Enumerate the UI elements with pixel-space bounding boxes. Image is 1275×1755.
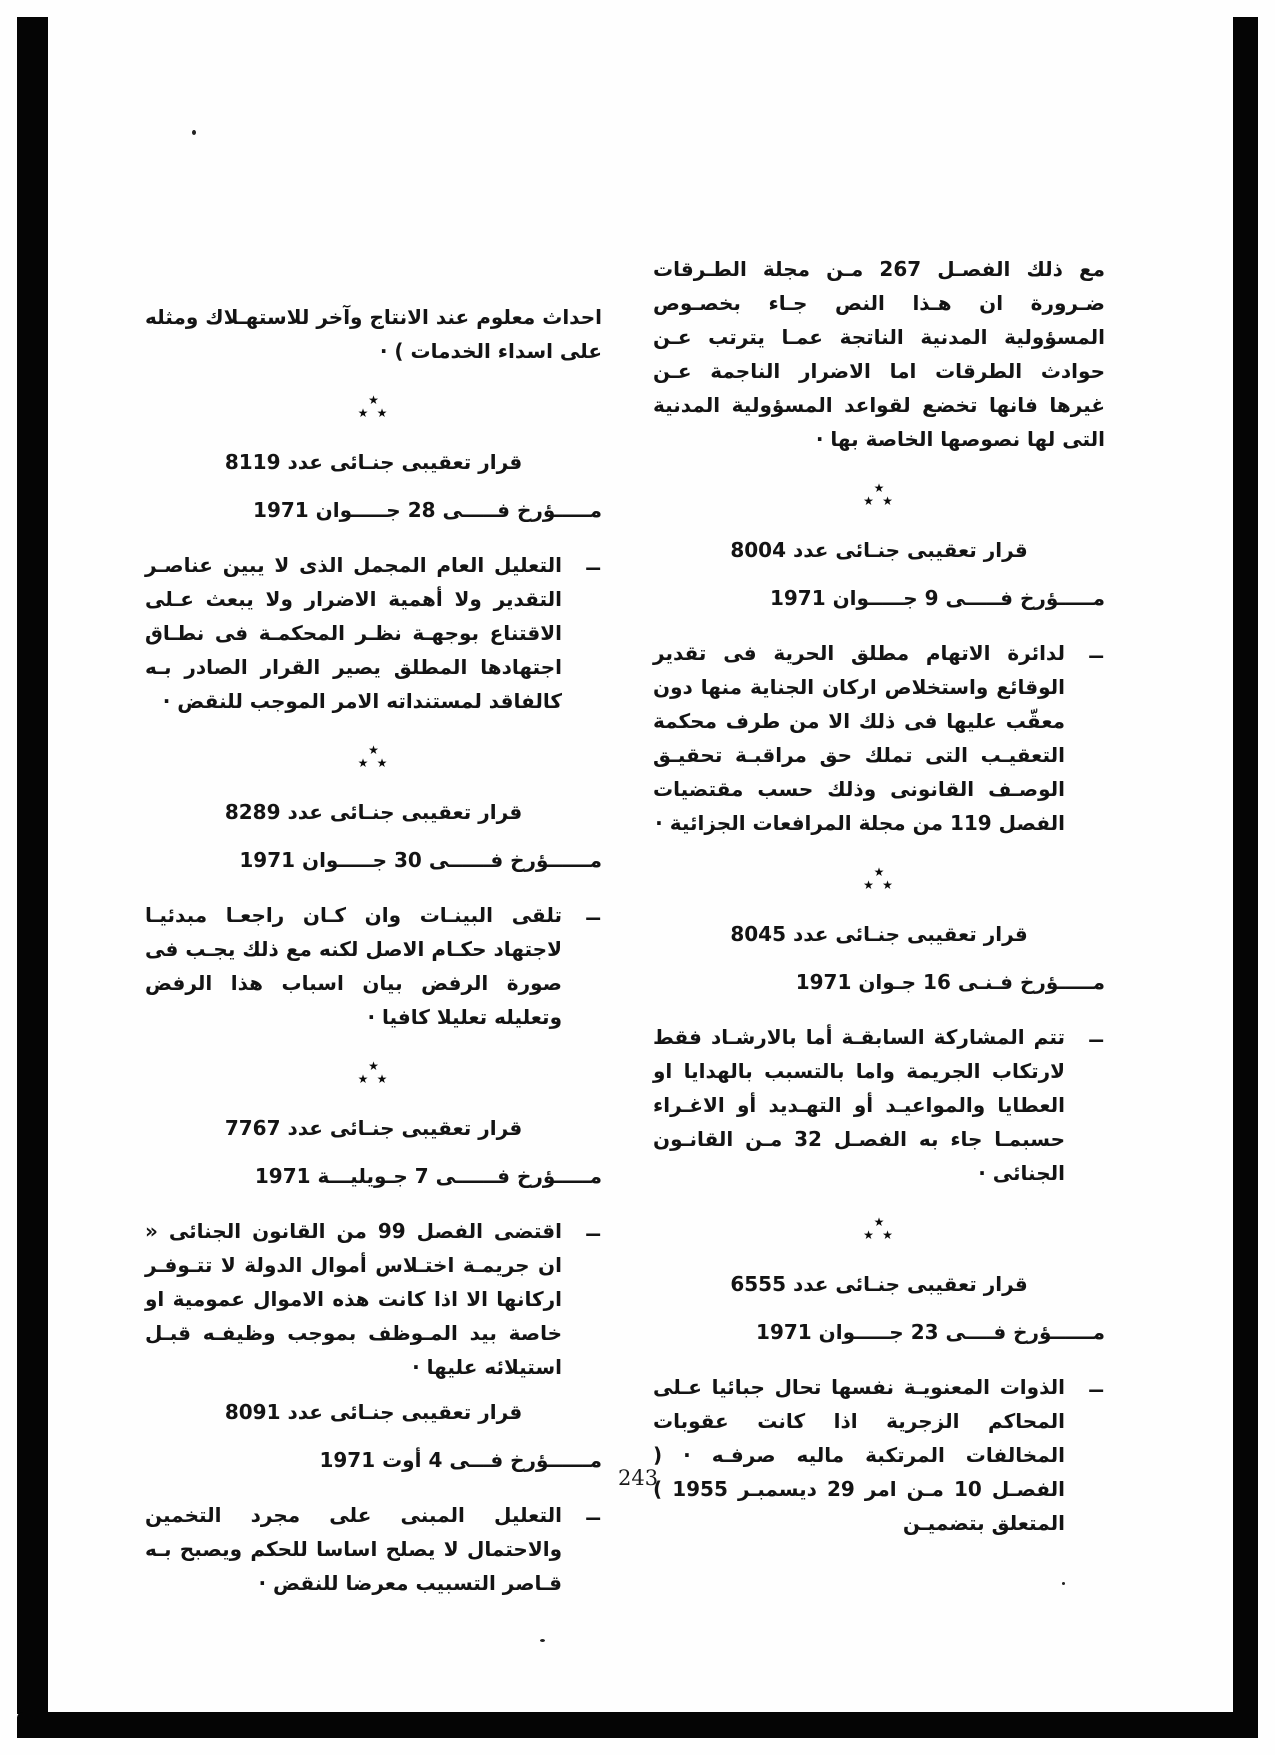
asterism-bottom-stars: ★ ★	[357, 756, 390, 770]
intro-paragraph: احداث معلوم عند الانتاج وآخر للاستهـلاك ومثله على اسداء الخدمات ) ·	[145, 305, 602, 363]
asterism-top-star: ★	[368, 393, 379, 407]
decision-title: قرار تعقيبى جنـائى عدد 7767	[224, 1116, 523, 1140]
scan-border-right	[1233, 17, 1258, 1737]
column-left	[145, 300, 602, 1600]
scan-speck	[192, 130, 196, 135]
decision-body-text: تلقى البينـات وان كـان راجعـا مبدئيـا لاجتهاد حكـام الاصل لكنه مع ذلك يجـب فى صورة الرفض بيان اسباب هذا الرفض وتعليله تعليلا كافيا ·	[145, 903, 562, 1029]
scan-border-left	[17, 17, 48, 1714]
decision-body	[653, 636, 1105, 840]
asterism-separator	[653, 1216, 1105, 1242]
asterism-bottom-stars: ★ ★	[357, 1072, 390, 1086]
asterism-top-star: ★	[873, 481, 885, 495]
decision-date: مــــــؤرخ فـــى 4 أوت 1971	[319, 1448, 602, 1472]
asterism-bottom-stars: ★ ★	[863, 494, 895, 508]
paragraph-dash: ــ	[586, 1501, 600, 1525]
decision-body	[145, 1214, 602, 1384]
decision-date: مـــــؤرخ فــــــى 7 جـويليـــة 1971	[254, 1164, 602, 1188]
intro-paragraph: مع ذلك الفصـل 267 مـن مجلة الطـرقات ضـرورة ان هـذا النص جـاء بخصـوص المسؤولية المدنية الناتجة عمـا يترتب عـن حوادث الطرقات اما الاضرار الناجمة عـن غيرها فانها تخضع لقواعد المسؤولية المدنية التى لها نصوصها الخاصة بها ·	[653, 257, 1106, 451]
decision-body-text: اقتضى الفصل 99 من القانون الجنائى « ان جريمـة اختـلاس أموال الدولة لا تتـوفـر اركانها الا اذا كانت هذه الاموال عمومية او خاصة بيد المـوظف بموجب وظيفـه قبـل استيلائه عليها ·	[145, 1219, 562, 1379]
asterism-top-star: ★	[368, 743, 379, 757]
decision-body	[653, 1020, 1105, 1190]
decision-body-text: تتم المشاركة السابقـة أما بالارشـاد فقط لارتكاب الجريمة واما بالتسبب بالهدايا او العطايا والمواعيـد أو التهـديد أو الاغـراء حسبمـا جاء به الفصـل 32 مـن القانـون الجنائى ·	[653, 1025, 1065, 1185]
asterism-separator	[145, 1060, 602, 1086]
decision-body-text: التعليل المبنى على مجرد التخمين والاحتمال لا يصلح اساسا للحكم ويصبح بـه قـاصر التسبيب معرضا للنقض ·	[145, 1503, 562, 1595]
asterism-bottom-stars: ★ ★	[863, 1228, 895, 1242]
decision-body	[145, 1498, 602, 1600]
decision-body-text: التعليل العام المجمل الذى لا يبين عناصـر التقدير ولا أهمية الاضرار ولا يبعث عـلى الاقتناع بوجهـة نظـر المحكمـة فى نطـاق اجتهادها المطلق يصير القرار الصادر بـه كالفاقد لمستنداته الامر الموجب للنقض ·	[145, 553, 562, 713]
asterism-separator	[145, 744, 602, 770]
decision-date: مـــــؤرخ فـــــى 28 جـــــوان 1971	[253, 498, 602, 522]
decision-body	[145, 548, 602, 718]
column-right	[653, 252, 1105, 1540]
decision-body	[145, 898, 602, 1034]
asterism-bottom-stars: ★ ★	[357, 406, 390, 420]
paragraph-dash: ــ	[1089, 1373, 1103, 1397]
asterism-separator	[145, 394, 602, 420]
decision-date: مـــــؤرخ فـنـى 16 جـوان 1971	[795, 970, 1105, 994]
page-number: 243	[618, 1466, 659, 1490]
paragraph-dash: ــ	[586, 551, 600, 575]
decision-title: قرار تعقيبى جنـائى عدد 8119	[224, 450, 523, 474]
asterism-separator	[653, 866, 1105, 892]
decision-title: قرار تعقيبى جنـائى عدد 8289	[224, 800, 523, 824]
decision-date: مـــــؤرخ فـــــى 9 جـــــوان 1971	[769, 586, 1105, 610]
scan-border-bottom	[17, 1712, 1258, 1738]
asterism-top-star: ★	[873, 865, 885, 879]
asterism-bottom-stars: ★ ★	[863, 878, 895, 892]
scan-speck	[540, 1639, 545, 1642]
paragraph-dash: ــ	[1089, 1023, 1103, 1047]
paragraph-dash: ــ	[586, 1217, 600, 1241]
scan-speck	[1062, 1582, 1065, 1585]
decision-date: مــــــؤرخ فــــى 23 جـــــوان 1971	[756, 1320, 1105, 1344]
asterism-top-star: ★	[368, 1059, 379, 1073]
asterism-top-star: ★	[873, 1215, 885, 1229]
decision-body	[653, 1370, 1105, 1540]
decision-body-text: الذوات المعنويـة نفسها تحال جبائيا عـلى المحاكم الزجرية اذا كانت عقوبات المخالفات المرتكبة ماليه صرفـه · ( الفصـل 10 مـن امر 29 ديسمبـر 1955 ) المتعلق بتضميـن	[653, 1375, 1065, 1535]
paragraph-dash: ــ	[586, 901, 600, 925]
decision-body-text: لدائرة الاتهام مطلق الحرية فى تقدير الوقائع واستخلاص اركان الجناية منها دون معقّب عليها فى ذلك الا من طرف محكمة التعقيـب التى تملك حق مراقبـة تحقيـق الوصـف القانونى وذلك حسب مقتضيات الفصل 119 من مجلة المرافعات الجزائية ·	[653, 641, 1065, 835]
decision-title: قرار تعقيبى جنـائى عدد 8091	[224, 1400, 523, 1424]
decision-title: قرار تعقيبى جنـائى عدد 6555	[730, 1272, 1028, 1296]
decision-title: قرار تعقيبى جنـائى عدد 8004	[730, 538, 1028, 562]
decision-title: قرار تعقيبى جنـائى عدد 8045	[730, 922, 1028, 946]
paragraph-dash: ــ	[1089, 639, 1103, 663]
decision-date: مــــــؤرخ فــــــى 30 جـــــوان 1971	[239, 848, 602, 872]
asterism-separator	[653, 482, 1105, 508]
